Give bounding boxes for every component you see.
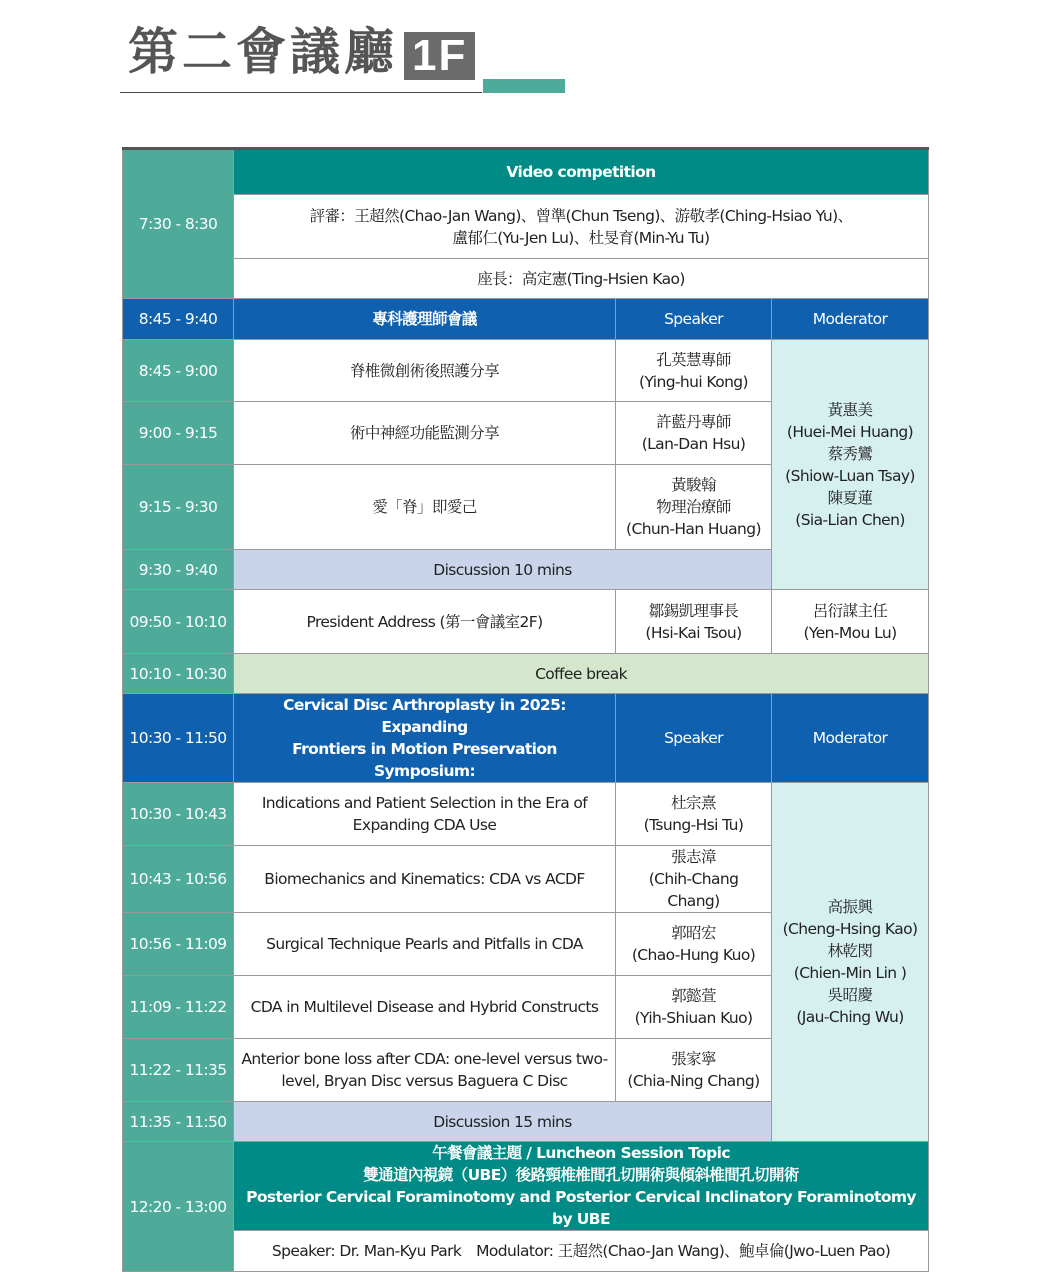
time-cell: 7:30 - 8:30 bbox=[123, 149, 234, 299]
time-cell: 10:56 - 11:09 bbox=[123, 913, 234, 976]
schedule-table bbox=[122, 147, 929, 1272]
talk-row bbox=[123, 340, 929, 402]
talk-speaker: 郭懿萱 (Yih-Shiuan Kuo) bbox=[616, 976, 772, 1039]
time-cell: 8:45 - 9:00 bbox=[123, 340, 234, 402]
time-cell: 09:50 - 10:10 bbox=[123, 590, 234, 654]
speaker-header: Speaker bbox=[616, 299, 772, 340]
video-chair: 座長：高定憲(Ting-Hsien Kao) bbox=[234, 259, 929, 299]
talk-speaker: 杜宗熹 (Tsung-Hsi Tu) bbox=[616, 783, 772, 846]
president-speaker: 鄒錫凱理事長 (Hsi-Kai Tsou) bbox=[616, 590, 772, 654]
coffee-row bbox=[123, 654, 929, 694]
nurse-title: 專科護理師會議 bbox=[234, 299, 616, 340]
president-row bbox=[123, 590, 929, 654]
talk-topic: Biomechanics and Kinematics: CDA vs ACDF bbox=[234, 846, 616, 913]
talk-topic: Indications and Patient Selection in the Era of Expanding CDA Use bbox=[234, 783, 616, 846]
president-topic: President Address (第一會議室2F) bbox=[234, 590, 616, 654]
video-chair-row bbox=[123, 259, 929, 299]
video-judges-row bbox=[123, 195, 929, 259]
cda-header-row bbox=[123, 694, 929, 783]
talk-row bbox=[123, 783, 929, 846]
president-moderator: 呂衍謀主任 (Yen-Mou Lu) bbox=[772, 590, 929, 654]
talk-speaker: 孔英慧專師 (Ying-hui Kong) bbox=[616, 340, 772, 402]
talk-speaker: 張志漳 (Chih-Chang Chang) bbox=[616, 846, 772, 913]
video-judges: 評審：王超然(Chao-Jan Wang)、曾準(Chun Tseng)、游敬孝(Ching-Hsiao Yu)、 盧郁仁(Yu-Jen Lu)、杜旻育(Min-Yu Tu) bbox=[234, 195, 929, 259]
speaker-header: Speaker bbox=[616, 694, 772, 783]
time-cell: 10:10 - 10:30 bbox=[123, 654, 234, 694]
discussion-text: Discussion 15 mins bbox=[234, 1102, 772, 1142]
nurse-header-row bbox=[123, 299, 929, 340]
video-title-row bbox=[123, 149, 929, 195]
time-cell: 12:20 - 13:00 bbox=[123, 1142, 234, 1272]
discussion-text: Discussion 10 mins bbox=[234, 550, 772, 590]
time-cell: 11:09 - 11:22 bbox=[123, 976, 234, 1039]
time-cell: 10:30 - 11:50 bbox=[123, 694, 234, 783]
hall-name: 第二會議廳 bbox=[128, 23, 398, 81]
talk-speaker: 許藍丹專師 (Lan-Dan Hsu) bbox=[616, 402, 772, 465]
talk-topic: 脊椎微創術後照護分享 bbox=[234, 340, 616, 402]
page-title bbox=[128, 22, 475, 82]
time-cell: 9:00 - 9:15 bbox=[123, 402, 234, 465]
time-cell: 9:15 - 9:30 bbox=[123, 465, 234, 550]
luncheon-people: Speaker: Dr. Man-Kyu Park Modulator: 王超然(Chao-Jan Wang)、鮑卓倫(Jwo-Luen Pao) bbox=[234, 1231, 929, 1272]
talk-topic: 愛「脊」即愛己 bbox=[234, 465, 616, 550]
time-cell: 9:30 - 9:40 bbox=[123, 550, 234, 590]
time-cell: 10:30 - 10:43 bbox=[123, 783, 234, 846]
cda-title: Cervical Disc Arthroplasty in 2025: Expanding Frontiers in Motion Preservation Symposium: bbox=[234, 694, 616, 783]
title-accent-bar bbox=[483, 79, 565, 93]
time-cell: 11:35 - 11:50 bbox=[123, 1102, 234, 1142]
luncheon-title-row bbox=[123, 1142, 929, 1231]
talk-topic: CDA in Multilevel Disease and Hybrid Constructs bbox=[234, 976, 616, 1039]
moderator-header: Moderator bbox=[772, 694, 929, 783]
talk-speaker: 黃駿翰 物理治療師 (Chun-Han Huang) bbox=[616, 465, 772, 550]
time-cell: 10:43 - 10:56 bbox=[123, 846, 234, 913]
talk-speaker: 郭昭宏 (Chao-Hung Kuo) bbox=[616, 913, 772, 976]
coffee-text: Coffee break bbox=[234, 654, 929, 694]
luncheon-title: 午餐會議主題 / Luncheon Session Topic 雙通道內視鏡（UBE）後路頸椎椎間孔切開術與傾斜椎間孔切開術 Posterior Cervical Foraminotomy and Posterior Cervical Inclinatory Foraminotomy by UBE bbox=[234, 1142, 929, 1231]
talk-topic: Anterior bone loss after CDA: one-level versus two- level, Bryan Disc versus Baguera C Disc bbox=[234, 1039, 616, 1102]
moderator-header: Moderator bbox=[772, 299, 929, 340]
talk-topic: Surgical Technique Pearls and Pitfalls in CDA bbox=[234, 913, 616, 976]
title-underline bbox=[120, 92, 482, 93]
video-title: Video competition bbox=[234, 149, 929, 195]
time-cell: 11:22 - 11:35 bbox=[123, 1039, 234, 1102]
talk-topic: 術中神經功能監測分享 bbox=[234, 402, 616, 465]
time-cell: 8:45 - 9:40 bbox=[123, 299, 234, 340]
talk-speaker: 張家寧 (Chia-Ning Chang) bbox=[616, 1039, 772, 1102]
floor-badge: 1F bbox=[404, 32, 475, 80]
nurse-moderators: 黃惠美 (Huei-Mei Huang) 蔡秀鸞 (Shiow-Luan Tsay) 陳夏蓮 (Sia-Lian Chen) bbox=[772, 340, 929, 590]
cda-moderators: 高振興 (Cheng-Hsing Kao) 林乾閔 (Chien-Min Lin ) 吳昭慶 (Jau-Ching Wu) bbox=[772, 783, 929, 1142]
luncheon-people-row bbox=[123, 1231, 929, 1272]
